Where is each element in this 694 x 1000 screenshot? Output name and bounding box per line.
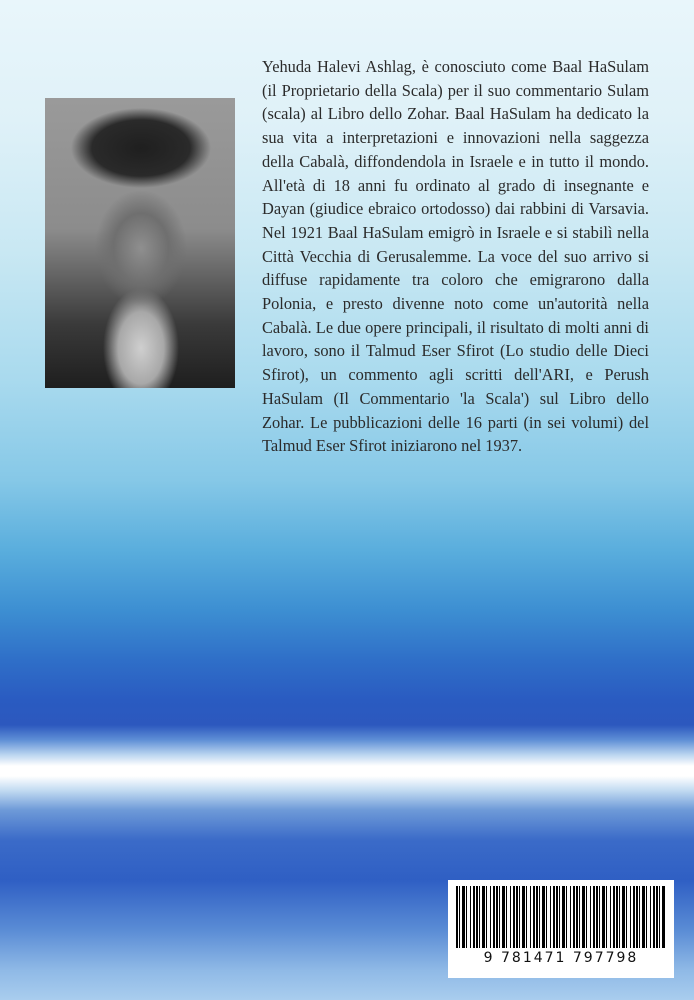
author-portrait-photo — [45, 98, 235, 388]
author-biography: Yehuda Halevi Ashlag, è conosciuto come Baal HaSulam (il Proprietario della Scala) per il suo commentario Sulam (scala) al Libro dello Zohar. Baal HaSulam ha dedicato la sua vita a interpretazioni e innovazioni nella saggezza della Cabalà, diffondendola in Israele e in tutto il mondo. All'età di 18 anni fu ordinato al grado di insegnante e Dayan (giudice ebraico ortodosso) dai rabbini di Varsavia. Nel 1921 Baal HaSulam emigrò in Israele e si stabilì nella Città Vecchia di Gerusalemme. La voce del suo arrivo si diffuse rapidamente tra coloro che emigrarono dalla Polonia, e presto divenne noto come un'autorità nella Cabalà. Le due opere principali, il risultato di molti anni di lavoro, sono il Talmud Eser Sfirot (Lo studio delle Dieci Sfirot), un commento agli scritti dell'ARI, e Perush HaSulam (Il Commentario 'la Scala') sul Libro dello Zohar. Le pubblicazioni delle 16 parti (in sei volumi) del Talmud Eser Sfirot iniziarono nel 1937. — [262, 57, 649, 456]
isbn-number: 9 781471 797798 — [483, 950, 639, 966]
isbn-barcode — [448, 880, 674, 978]
barcode-bars — [456, 886, 666, 948]
